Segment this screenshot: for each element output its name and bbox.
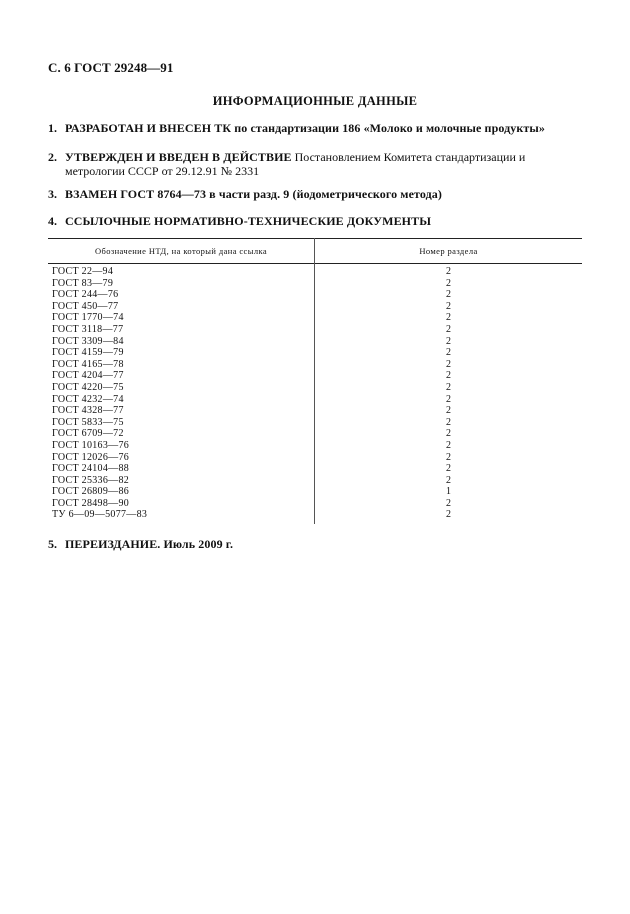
table-row — [48, 405, 582, 417]
document-designation: ГОСТ 22—94 — [52, 266, 114, 277]
item-number: 5. — [48, 537, 57, 551]
document-designation: ГОСТ 28498—90 — [52, 497, 130, 509]
info-item-5 — [48, 537, 588, 551]
section-number: 2 — [446, 323, 451, 335]
document-designation: ГОСТ 24104—88 — [52, 463, 130, 475]
info-item-2 — [48, 150, 588, 178]
table-row — [48, 301, 582, 313]
info-item-4 — [48, 214, 588, 228]
item-number: 4. — [48, 214, 57, 228]
table-row — [48, 278, 582, 290]
document-designation: ГОСТ 3118—77 — [52, 323, 124, 335]
section-number: 2 — [446, 381, 451, 393]
document-designation: ГОСТ 6709—72 — [52, 428, 124, 440]
item-number: 2. — [48, 150, 57, 164]
table-row — [48, 428, 582, 440]
document-designation: ГОСТ 450—77 — [52, 300, 119, 312]
document-designation: ГОСТ 244—76 — [52, 289, 119, 301]
document-designation: ГОСТ 83—79 — [52, 277, 114, 289]
table-row — [48, 498, 582, 510]
info-item-1 — [48, 121, 588, 135]
table-row — [48, 440, 582, 452]
section-number: 2 — [446, 451, 451, 463]
document-designation: ГОСТ 4159—79 — [52, 347, 124, 359]
section-number: 2 — [446, 474, 451, 486]
table-row — [48, 370, 582, 382]
section-number: 2 — [446, 439, 451, 451]
section-number: 2 — [446, 428, 451, 440]
document-designation: ГОСТ 4204—77 — [52, 370, 124, 382]
item-lead: ССЫЛОЧНЫЕ НОРМАТИВНО-ТЕХНИЧЕСКИЕ ДОКУМЕНТЫ — [65, 214, 432, 228]
document-designation: ГОСТ 3309—84 — [52, 335, 124, 347]
document-designation: ГОСТ 10163—76 — [52, 439, 130, 451]
table-top-rule — [48, 238, 582, 239]
reference-documents-table — [48, 238, 582, 524]
document-designation: ГОСТ 26809—86 — [52, 486, 130, 498]
info-item-3 — [48, 187, 588, 201]
section-number: 2 — [446, 393, 451, 405]
section-number: 2 — [446, 312, 451, 324]
section-number: 2 — [446, 463, 451, 475]
table-row — [48, 509, 582, 521]
section-number: 1 — [446, 486, 451, 498]
document-designation: ГОСТ 25336—82 — [52, 474, 130, 486]
document-designation: ГОСТ 1770—74 — [52, 312, 124, 324]
document-designation: ГОСТ 5833—75 — [52, 416, 124, 428]
document-designation: ТУ 6—09—5077—83 — [52, 509, 148, 521]
section-number: 2 — [446, 416, 451, 428]
document-designation: ГОСТ 4232—74 — [52, 393, 124, 405]
section-number: 2 — [446, 335, 451, 347]
table-row — [48, 359, 582, 371]
table-row — [48, 289, 582, 301]
item-number: 3. — [48, 187, 57, 201]
page-header: С. 6 ГОСТ 29248—91 — [48, 60, 174, 75]
table-body — [48, 266, 582, 521]
table-row — [48, 312, 582, 324]
item-lead: ВЗАМЕН ГОСТ 8764—73 в части разд. 9 (йодометрического метода) — [65, 187, 442, 201]
item-number: 1. — [48, 121, 57, 135]
table-row — [48, 417, 582, 429]
item-lead: РАЗРАБОТАН И ВНЕСЕН ТК по стандартизации 186 «Молоко и молочные продукты» — [65, 121, 545, 135]
section-number: 2 — [446, 289, 451, 301]
table-row — [48, 336, 582, 348]
item-lead: ПЕРЕИЗДАНИЕ. Июль 2009 г. — [65, 537, 234, 551]
table-row — [48, 463, 582, 475]
table-row — [48, 324, 582, 336]
item-text: Постановлением Комитета стандартизации и метрологии СССР от 29.12.91 № 2331 — [65, 150, 526, 178]
section-number: 2 — [446, 300, 451, 312]
table-row — [48, 266, 582, 278]
table-row — [48, 382, 582, 394]
table-row — [48, 394, 582, 406]
document-designation: ГОСТ 4165—78 — [52, 358, 124, 370]
section-number: 2 — [446, 358, 451, 370]
document-designation: ГОСТ 4220—75 — [52, 381, 124, 393]
section-number: 2 — [446, 509, 451, 521]
table-row — [48, 452, 582, 464]
section-number: 2 — [446, 277, 451, 289]
column-header-section: Номер раздела — [419, 246, 478, 256]
document-designation: ГОСТ 12026—76 — [52, 451, 130, 463]
section-number: 2 — [446, 370, 451, 382]
document-title: ИНФОРМАЦИОННЫЕ ДАННЫЕ — [212, 94, 418, 108]
section-number: 2 — [446, 497, 451, 509]
table-row — [48, 486, 582, 498]
table-header-rule — [48, 263, 582, 264]
document-designation: ГОСТ 4328—77 — [52, 405, 124, 417]
section-number: 2 — [446, 347, 451, 359]
table-row — [48, 475, 582, 487]
column-header-document: Обозначение НТД, на который дана ссылка — [94, 246, 268, 256]
section-number: 2 — [446, 405, 451, 417]
section-number: 2 — [446, 266, 451, 277]
table-row — [48, 347, 582, 359]
item-lead: УТВЕРЖДЕН И ВВЕДЕН В ДЕЙСТВИЕ — [65, 150, 292, 164]
